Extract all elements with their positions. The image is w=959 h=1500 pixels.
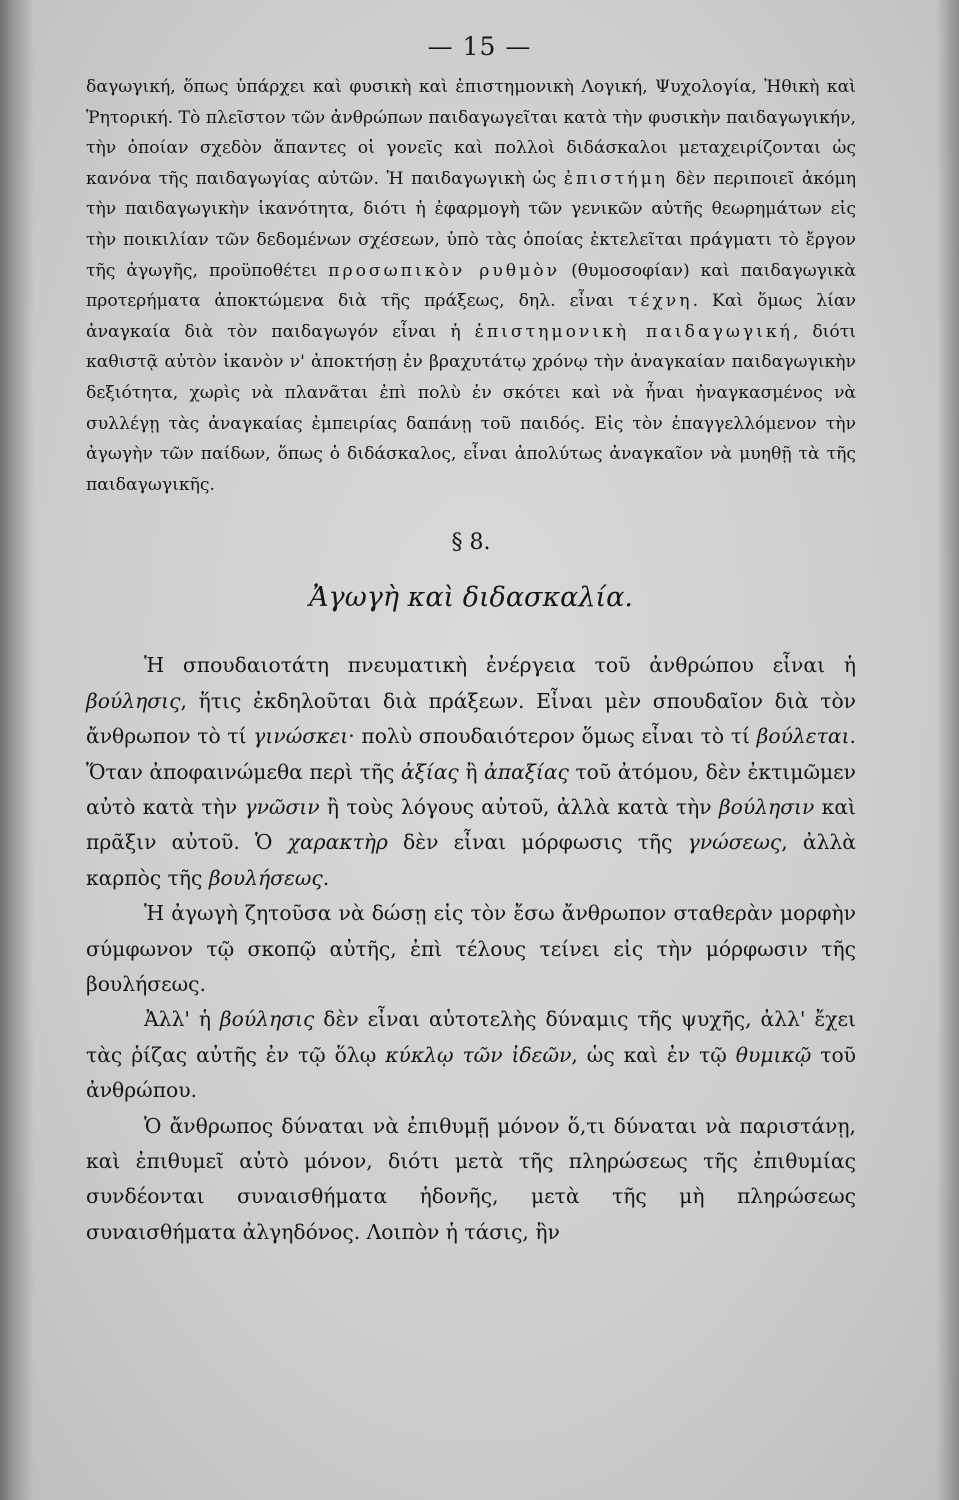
text-run: , ἀλλὰ καρπὸς τῆς [86,830,857,890]
italic-term: χαρακτὴρ [287,830,388,855]
italic-term: βούλησιν [718,794,815,819]
text-run: . Καὶ ὅμως λίαν ἀναγκαία διὰ τὸν παιδαγωγόν εἶναι ἡ [86,291,856,342]
italic-term: γνῶσιν [244,794,320,819]
italic-term: βούλεται [756,724,850,749]
text-run: δὲν εἶναι αὐτοτελὴς δύναμις τῆς ψυχῆς, ἀλλ' ἔχει τὰς ῥίζας αὐτῆς ἐν τῷ ὅλῳ [86,1007,856,1067]
italic-term: ἀπαξίας [484,759,569,784]
page-number: — 15 — [427,32,532,61]
text-run: τοῦ ἀνθρώπου. [86,1042,856,1103]
paragraph-1 [86,72,856,500]
text-run: δὲν περιποιεῖ ἀκόμη τὴν παιδαγωγικὴν ἱκανότητα, διότι ἡ ἐφαρμογὴ τῶν γενικῶν αὐτῆς θεωρημάτων εἰς τὴν ποικιλίαν τῶν δεδομένων σχέσεων, ὑπὸ τὰς ὁποίας ἐκτελεῖται πράγματι τὸ ἔργον τῆς ἀγωγῆς, προϋποθέτει [86,168,856,281]
text-run: δὲν εἶναι μόρφωσις τῆς [387,830,688,855]
text-run: Ἡ σπουδαιοτάτη πνευματικὴ ἐνέργεια τοῦ ἀνθρώπου εἶναι ἡ [144,653,856,678]
page-body [86,72,856,1250]
page-edge-shadow-right [937,0,959,1500]
section-mark: § 8. [451,530,491,556]
spaced-emphasis: τέχνη [627,291,693,312]
italic-term: θυμικῷ [735,1042,812,1067]
paragraph-5: Ὁ ἄνθρωπος δύναται νὰ ἐπιθυμῇ μόνον ὅ,τι δύναται νὰ παριστάνῃ, καὶ ἐπιθυμεῖ αὐτὸ μόνον, διότι μετὰ τῆς πληρώσεως τῆς ἐπιθυμίας συνδέονται συναισθήματα ἡδονῆς, μετὰ τῆς μὴ πληρώσεως συναισθήματα ἀλγηδόνος. Λοιπὸν ἡ τάσις, ἣν [86,1113,856,1244]
spaced-emphasis: ἐπιστήμη [563,168,669,189]
section-title: Ἀγωγὴ καὶ διδασκαλία. [309,582,633,614]
text-run: Ἀλλ' ἡ [144,1007,220,1032]
text-run: . Ὅταν ἀποφαινώμεθα περὶ τῆς [86,724,856,784]
text-run: ἢ [458,759,485,784]
italic-term: βουλήσεως [208,865,323,890]
spaced-emphasis: προσωπικὸν ρυθμὸν [328,260,561,281]
text-run: ἢ τοὺς λόγους αὐτοῦ, ἀλλὰ κατὰ τὴν [319,794,719,819]
italic-term: γνώσεως [687,830,782,855]
italic-term: βούλησις [219,1007,315,1032]
page-edge-shadow-left [0,0,34,1500]
paragraph-2 [86,648,856,896]
text-run: δαγωγική, ὅπως ὑπάρχει καὶ φυσικὴ καὶ ἐπιστημονικὴ Λογική, Ψυχολογία, Ἠθικὴ καὶ Ῥητορική. Τὸ πλεῖστον τῶν ἀνθρώπων παιδαγωγεῖται κατὰ τὴν φυσικὴν παιδαγωγικήν, τὴν ὁποίαν σχεδὸν ἅπαντες οἱ γονεῖς καὶ πολλοὶ διδάσκαλοι μεταχειρίζονται ὡς κανόνα τῆς παιδαγωγίας αὐτῶν. Ἡ παιδαγωγικὴ ὡς [86,77,856,189]
text-run: . [322,865,330,890]
text-run: καὶ πρᾶξιν αὐτοῦ. Ὁ [86,794,856,855]
paragraph-4 [86,1002,856,1108]
text-run: , ἥτις ἐκδηλοῦται διὰ πράξεων. Εἶναι μὲν σπουδαῖον διὰ τὸν ἄνθρωπον τὸ τί [86,688,856,749]
text-run: , ὡς καὶ ἐν τῷ [571,1042,736,1067]
text-run: τοῦ ἀτόμου, δὲν ἐκτιμῶμεν αὐτὸ κατὰ τὴν [86,759,856,819]
italic-term: κύκλῳ τῶν ἰδεῶν [385,1042,572,1067]
text-run: , διότι καθιστᾷ αὐτὸν ἱκανὸν ν' ἀποκτήσῃ ἐν βραχυτάτῳ χρόνῳ τὴν ἀναγκαίαν παιδαγωγικὴν δεξιότητα, χωρὶς νὰ πλανᾶται ἐπὶ πολὺ ἐν σκότει καὶ νὰ ἦναι ἠναγκασμένος νὰ συλλέγῃ τὰς ἀναγκαίας ἐμπειρίας δαπάνῃ τοῦ παιδός. Εἰς τὸν ἐπαγγελλόμενον τὴν ἀγωγὴν τῶν παίδων, ὅπως ὁ διδάσκαλος, εἶναι ἀπολύτως ἀναγκαῖον νὰ μυηθῇ τὰ τῆς παιδαγωγικῆς. [86,321,856,495]
paragraph-3: Ἡ ἀγωγὴ ζητοῦσα νὰ δώσῃ εἰς τὸν ἔσω ἄνθρωπον σταθερὰν μορφὴν σύμφωνον τῷ σκοπῷ αὐτῆς, ἐπὶ τέλους τείνει εἰς τὴν μόρφωσιν τῆς βουλήσεως. [86,901,856,996]
text-run: (θυμοσοφίαν) καὶ παιδαγωγικὰ προτερήματα ἀποκτώμενα διὰ τῆς πράξεως, δηλ. εἶναι [86,260,856,312]
spaced-emphasis: ἐπιστημονικὴ παιδαγωγική [474,321,793,342]
italic-term: γινώσκει [253,724,349,749]
italic-term: βούλησις [86,688,181,713]
text-run: · πολὺ σπουδαιότερον ὅμως εἶναι τὸ τί [348,724,757,749]
italic-term: ἀξίας [400,759,459,784]
